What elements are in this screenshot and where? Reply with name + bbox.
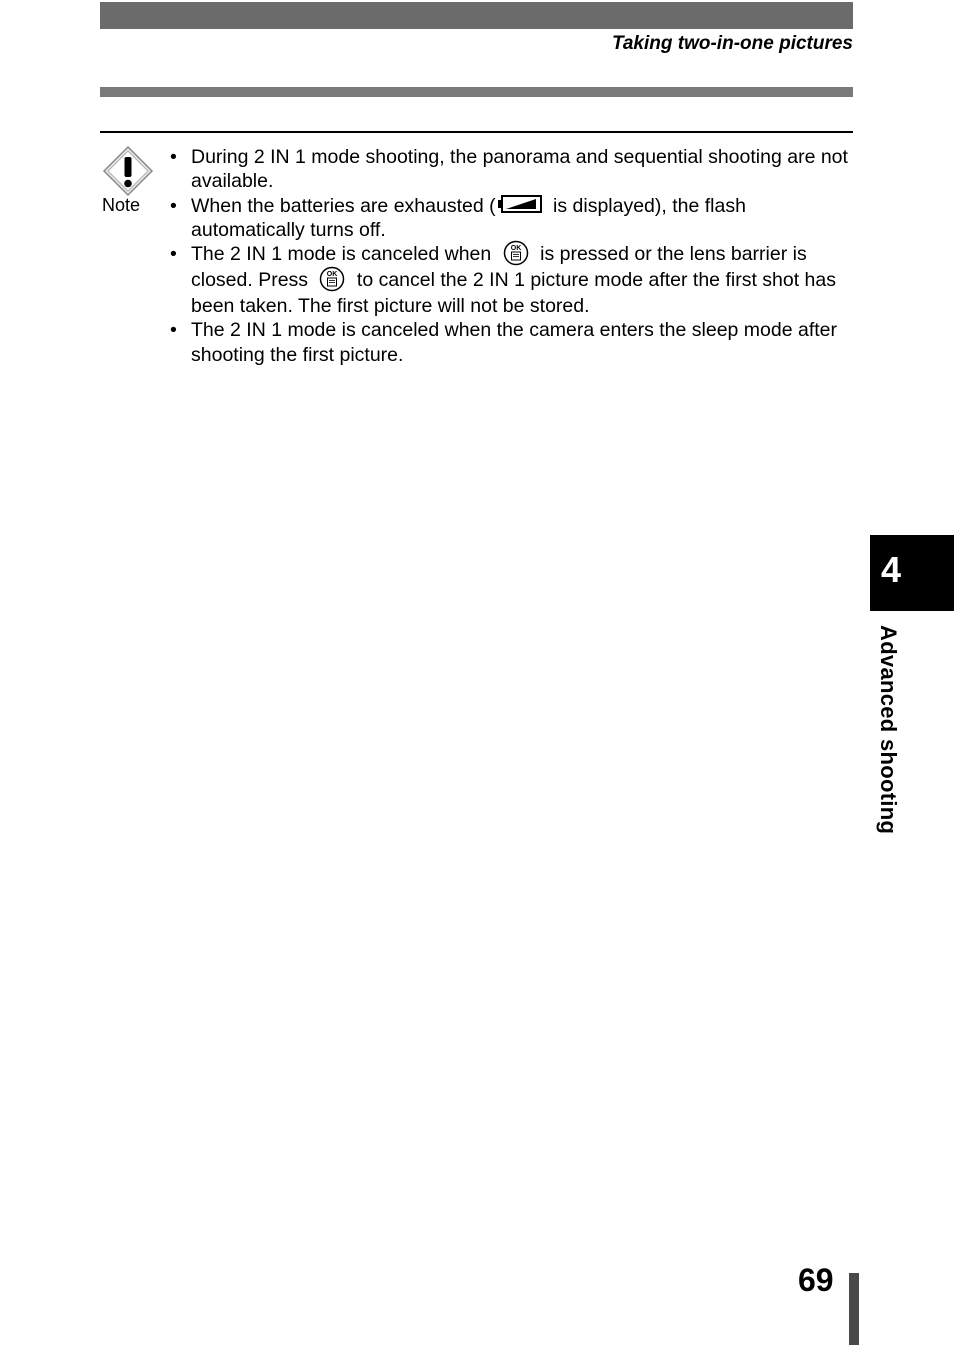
note-item-text: The 2 IN 1 mode is canceled when the camera enters the sleep mode after shooting the first picture. <box>191 319 838 366</box>
chapter-number: 4 <box>880 549 902 590</box>
ok-button-icon <box>503 240 529 266</box>
note-item <box>170 194 860 243</box>
note-item-text: The 2 IN 1 mode is canceled when <box>191 243 492 266</box>
note-item-text: to cancel the 2 IN 1 picture mode after the first shot has been taken. The first picture will not be stored. <box>191 269 836 318</box>
note-item <box>170 318 860 367</box>
page-number: 69 <box>798 1262 834 1298</box>
svg-text:OK: OK <box>327 271 338 279</box>
bullet: • <box>170 243 177 266</box>
note-list <box>170 145 860 367</box>
header-bottom-bar <box>100 87 853 97</box>
ok-button-icon <box>319 266 345 292</box>
section-rule <box>100 131 853 133</box>
warning-diamond-icon <box>102 145 154 197</box>
note-item <box>170 242 860 318</box>
bullet: • <box>170 319 177 342</box>
note-item-text: is displayed), the flash automatically turns off. <box>191 194 746 241</box>
note-item-text: During 2 IN 1 mode shooting, the panorama and sequential shooting are not available. <box>191 146 848 193</box>
note-item-text: When the batteries are exhausted ( <box>191 194 496 217</box>
bullet: • <box>170 146 177 168</box>
chapter-tab <box>870 535 954 611</box>
note-item <box>170 145 860 194</box>
page-header-title: Taking two-in-one pictures <box>611 33 853 54</box>
chapter-side-label: Advanced shooting <box>876 625 901 835</box>
svg-text:OK: OK <box>510 245 521 253</box>
header-bar <box>100 2 853 29</box>
note-item-text: is pressed or the lens barrier is closed. Press <box>191 243 807 292</box>
page-number-bar <box>849 1273 859 1345</box>
note-label: Note <box>102 195 141 215</box>
bullet: • <box>170 194 177 217</box>
battery-exhausted-icon <box>498 195 542 213</box>
